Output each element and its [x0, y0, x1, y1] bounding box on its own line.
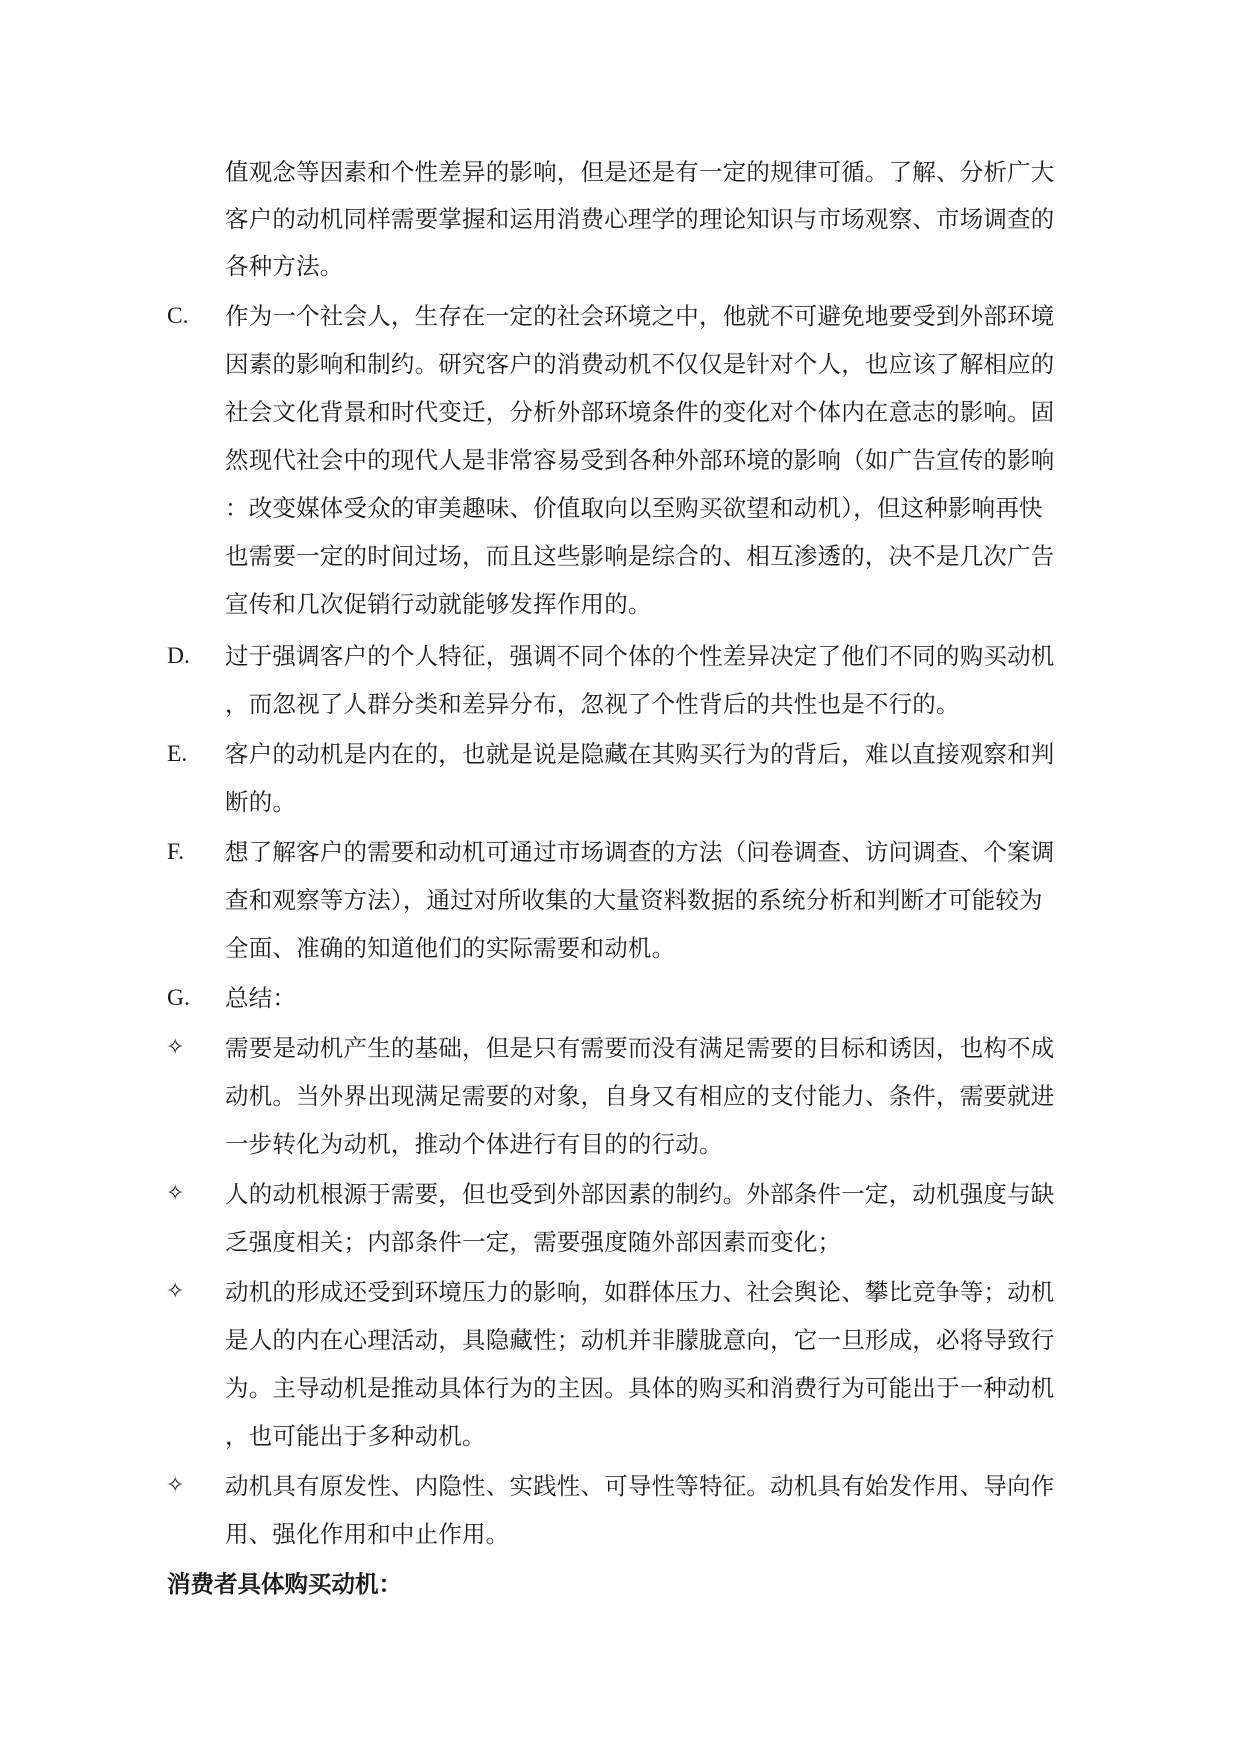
body-text-line: 总结：	[225, 984, 297, 1012]
body-text-line: 动机。当外界出现满足需要的对象，自身又有相应的支付能力、条件，需要就进	[225, 1082, 1055, 1110]
body-text-line: 想了解客户的需要和动机可通过市场调查的方法（问卷调查、访问调查、个案调	[225, 838, 1055, 866]
body-text-line: 动机的形成还受到环境压力的影响，如群体压力、社会舆论、攀比竞争等；动机	[225, 1278, 1055, 1306]
body-text-line: 客户的动机是内在的，也就是说是隐藏在其购买行为的背后，难以直接观察和判	[225, 740, 1055, 768]
body-text-line: 然现代社会中的现代人是非常容易受到各种外部环境的影响（如广告宣传的影响	[225, 446, 1055, 474]
body-text-line: 值观念等因素和个性差异的影响，但是还是有一定的规律可循。了解、分析广大	[225, 158, 1055, 186]
body-text-line: 为。主导动机是推动具体行为的主因。具体的购买和消费行为可能出于一种动机	[225, 1374, 1055, 1402]
bullet-diamond-icon: ✧	[166, 1181, 185, 1206]
body-text-line: 过于强调客户的个人特征，强调不同个体的个性差异决定了他们不同的购买动机	[225, 642, 1055, 670]
bullet-diamond-icon: ✧	[166, 1279, 185, 1304]
body-text-line: 断的。	[225, 788, 297, 816]
list-marker-d: D.	[167, 643, 190, 669]
bullet-diamond-icon: ✧	[166, 1035, 185, 1060]
body-text-line: 用、强化作用和中止作用。	[225, 1520, 510, 1548]
body-text-line: 查和观察等方法），通过对所收集的大量资料数据的系统分析和判断才可能较为	[225, 886, 1043, 914]
body-text-line: 人的动机根源于需要，但也受到外部因素的制约。外部条件一定，动机强度与缺	[225, 1180, 1055, 1208]
list-marker-f: F.	[167, 839, 185, 865]
body-text-line: 动机具有原发性、内隐性、实践性、可导性等特征。动机具有始发作用、导向作	[225, 1472, 1055, 1500]
body-text-line: 社会文化背景和时代变迁，分析外部环境条件的变化对个体内在意志的影响。固	[225, 398, 1055, 426]
body-text-line: 也需要一定的时间过场，而且这些影响是综合的、相互渗透的，决不是几次广告	[225, 542, 1055, 570]
body-text-line: 一步转化为动机，推动个体进行有目的的行动。	[225, 1130, 723, 1158]
body-text-line: 因素的影响和制约。研究客户的消费动机不仅仅是针对个人，也应该了解相应的	[225, 350, 1055, 378]
body-text-line: 是人的内在心理活动，具隐藏性；动机并非朦胧意向，它一旦形成，必将导致行	[225, 1326, 1055, 1354]
body-text-line: ：改变媒体受众的审美趣味、价值取向以至购买欲望和动机），但这种影响再快	[225, 494, 1043, 522]
body-text-line: ，而忽视了人群分类和差异分布，忽视了个性背后的共性也是不行的。	[225, 690, 960, 718]
body-text-line: 需要是动机产生的基础，但是只有需要而没有满足需要的目标和诱因，也构不成	[225, 1034, 1055, 1062]
list-marker-g: G.	[167, 985, 190, 1011]
body-text-line: 各种方法。	[225, 252, 344, 280]
body-text-line: 乏强度相关；内部条件一定，需要强度随外部因素而变化；	[225, 1228, 842, 1256]
body-text-line: 宣传和几次促销行动就能够发挥作用的。	[225, 590, 652, 618]
list-marker-c: C.	[167, 303, 189, 329]
section-heading: 消费者具体购买动机：	[167, 1570, 402, 1598]
bullet-diamond-icon: ✧	[166, 1473, 185, 1498]
body-text-line: 全面、准确的知道他们的实际需要和动机。	[225, 934, 676, 962]
body-text-line: 客户的动机同样需要掌握和运用消费心理学的理论知识与市场观察、市场调查的	[225, 205, 1055, 233]
list-marker-e: E.	[167, 741, 188, 767]
body-text-line: 作为一个社会人，生存在一定的社会环境之中，他就不可避免地要受到外部环境	[225, 302, 1055, 330]
body-text-line: ，也可能出于多种动机。	[225, 1422, 486, 1450]
